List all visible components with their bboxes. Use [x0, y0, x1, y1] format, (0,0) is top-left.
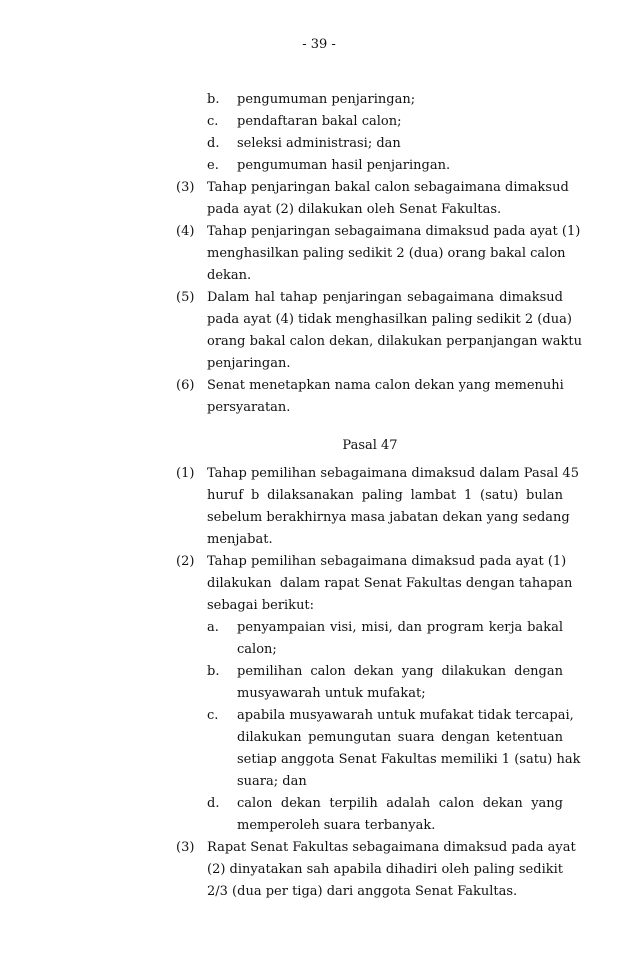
top-list — [0, 89, 638, 419]
item-text: dekan. — [207, 268, 252, 283]
item-text: 2/3 (dua per tiga) dari anggota Senat Fakultas. — [207, 884, 518, 899]
item-marker: e. — [207, 158, 219, 173]
item-text: Dalam hal tahap penjaringan sebagaimana dimaksud — [207, 290, 563, 305]
item-marker: b. — [207, 664, 220, 679]
item-marker: c. — [207, 708, 219, 723]
item-text: menjabat. — [207, 532, 273, 547]
item-text: apabila musyawarah untuk mufakat tidak tercapai, — [237, 708, 574, 723]
paragraph-item — [0, 837, 638, 859]
list-item — [0, 617, 638, 639]
list-item — [0, 705, 638, 727]
item-marker: (3) — [176, 840, 195, 855]
item-marker: a. — [207, 620, 219, 635]
paragraph-item — [0, 287, 638, 309]
item-text: musyawarah untuk mufakat; — [237, 686, 426, 701]
item-text: menghasilkan paling sedikit 2 (dua) orang bakal calon — [207, 246, 566, 261]
item-text: penyampaian visi, misi, dan program kerja bakal — [237, 620, 563, 635]
paragraph-item — [0, 177, 638, 199]
list-item — [0, 155, 638, 177]
item-text: dilakukan pemungutan suara dengan ketentuan — [237, 730, 563, 745]
item-marker: b. — [207, 92, 220, 107]
item-text: setiap anggota Senat Fakultas memiliki 1 (satu) hak — [237, 752, 581, 767]
item-text: calon dekan terpilih adalah calon dekan yang — [237, 796, 563, 811]
item-text: memperoleh suara terbanyak. — [237, 818, 436, 833]
paragraph-item — [0, 221, 638, 243]
paragraph-item — [0, 551, 638, 573]
list-item — [0, 661, 638, 683]
list-item — [0, 793, 638, 815]
item-text: pendaftaran bakal calon; — [237, 114, 402, 129]
item-text: Rapat Senat Fakultas sebagaimana dimaksud pada ayat — [207, 840, 576, 855]
item-text: huruf b dilaksanakan paling lambat 1 (satu) bulan — [207, 488, 563, 503]
item-text: Tahap pemilihan sebagaimana dimaksud pada ayat (1) — [207, 554, 567, 569]
paragraph-item — [0, 463, 638, 485]
item-marker: (3) — [176, 180, 195, 195]
item-text: Tahap penjaringan bakal calon sebagaimana dimaksud — [207, 180, 569, 195]
pasal-47-body — [0, 463, 638, 903]
item-text: orang bakal calon dekan, dilakukan perpanjangan waktu — [207, 334, 582, 349]
item-text: sebelum berakhirnya masa jabatan dekan yang sedang — [207, 510, 570, 525]
item-text: pengumuman penjaringan; — [237, 92, 416, 107]
item-marker: d. — [207, 136, 220, 151]
item-text: pada ayat (2) dilakukan oleh Senat Fakultas. — [207, 202, 502, 217]
page-number: - 39 - — [302, 37, 336, 52]
item-text: suara; dan — [237, 774, 307, 789]
item-text: Tahap pemilihan sebagaimana dimaksud dalam Pasal 45 — [207, 466, 579, 481]
item-text: penjaringan. — [207, 356, 291, 371]
item-text: sebagai berikut: — [207, 598, 315, 613]
section-title: Pasal 47 — [342, 438, 398, 453]
item-marker: d. — [207, 796, 220, 811]
item-text: dilakukan dalam rapat Senat Fakultas dengan tahapan — [207, 576, 573, 591]
list-item — [0, 133, 638, 155]
item-text: (2) dinyatakan sah apabila dihadiri oleh paling sedikit — [207, 862, 563, 877]
item-text: Tahap penjaringan sebagaimana dimaksud pada ayat (1) — [207, 224, 581, 239]
item-text: calon; — [237, 642, 277, 657]
list-item — [0, 111, 638, 133]
item-text: Senat menetapkan nama calon dekan yang memenuhi — [207, 378, 564, 393]
item-marker: (5) — [176, 290, 195, 305]
paragraph-item — [0, 375, 638, 397]
item-text: persyaratan. — [207, 400, 291, 415]
item-text: pengumuman hasil penjaringan. — [237, 158, 451, 173]
item-marker: (4) — [176, 224, 195, 239]
item-text: pada ayat (4) tidak menghasilkan paling sedikit 2 (dua) — [207, 312, 572, 327]
item-marker: (2) — [176, 554, 195, 569]
item-marker: c. — [207, 114, 219, 129]
item-text: seleksi administrasi; dan — [237, 136, 401, 151]
list-item — [0, 89, 638, 111]
item-marker: (6) — [176, 378, 195, 393]
item-marker: (1) — [176, 466, 195, 481]
item-text: pemilihan calon dekan yang dilakukan dengan — [237, 664, 563, 679]
